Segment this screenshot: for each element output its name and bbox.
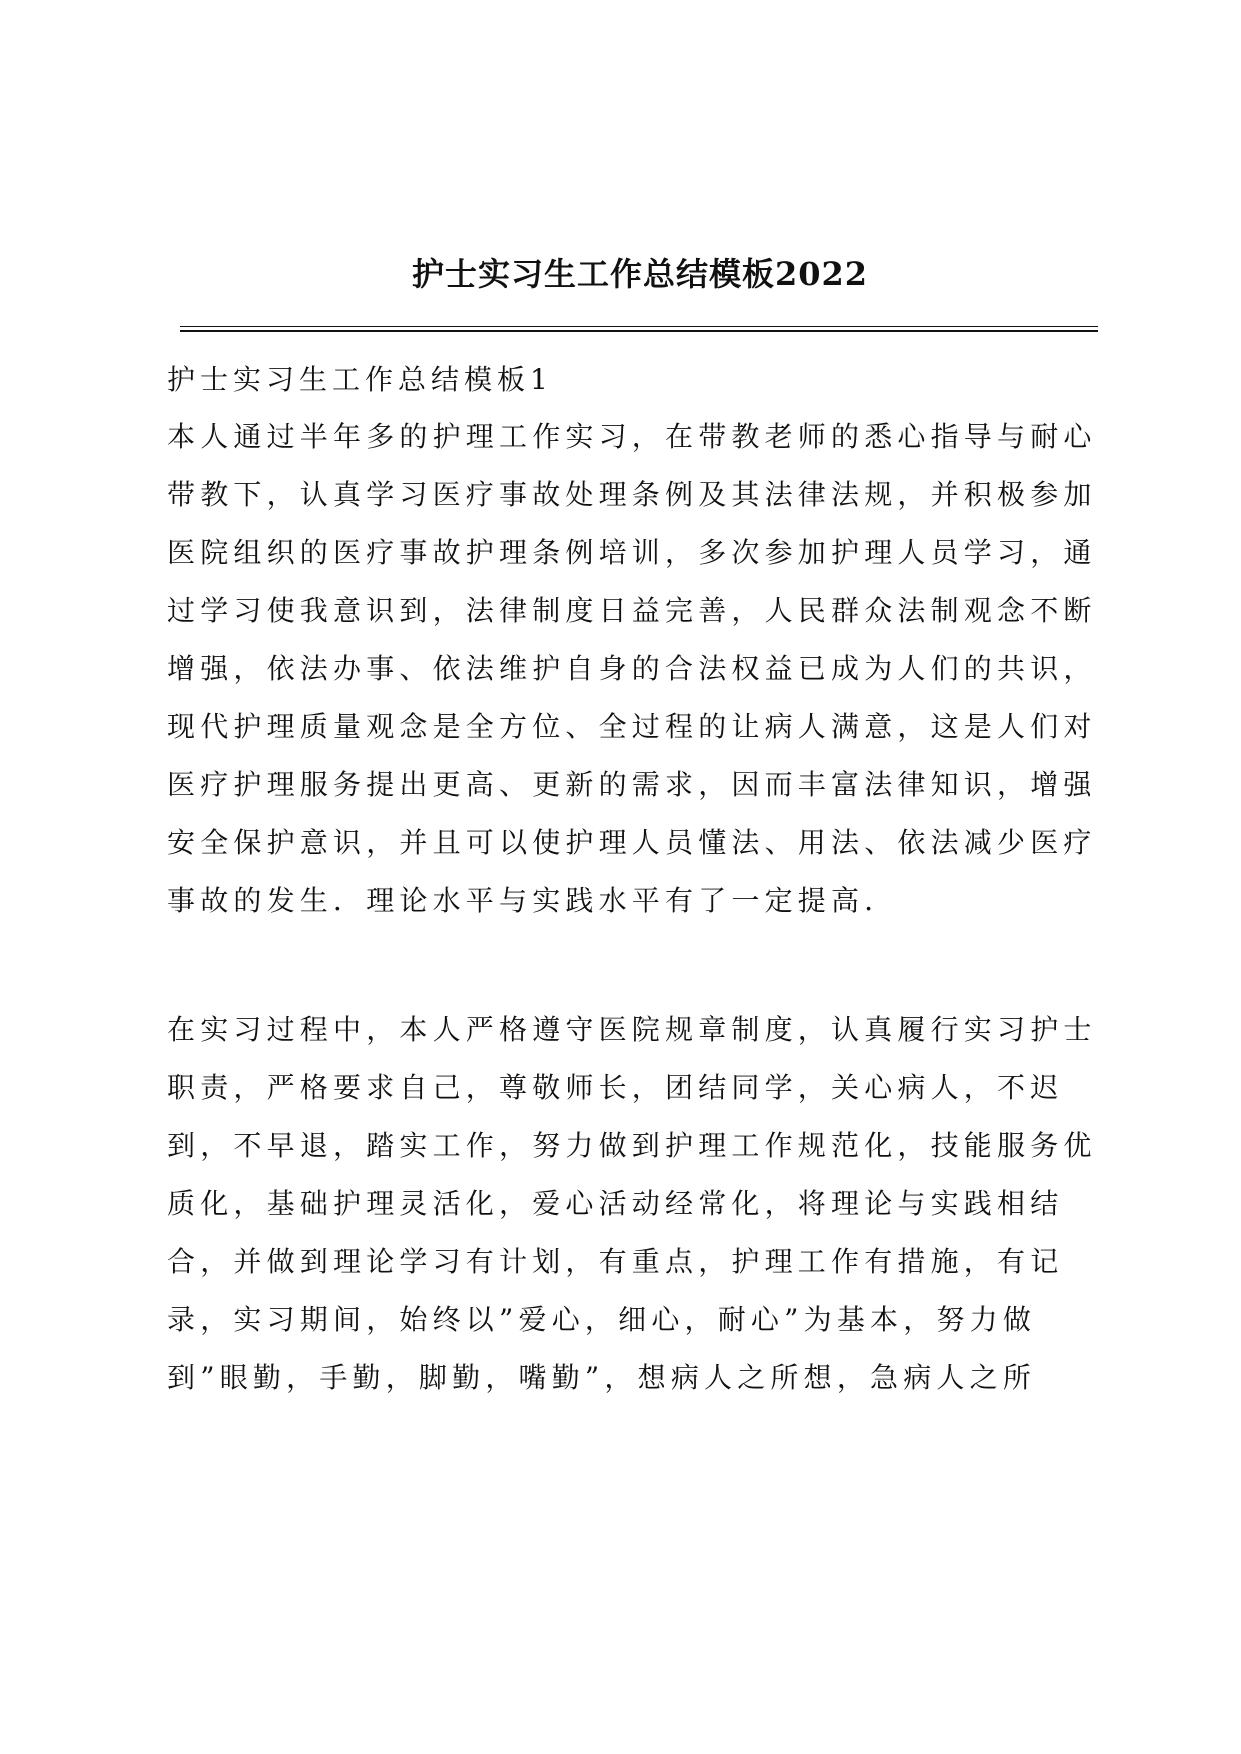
section-heading: 护士实习生工作总结模板1 [167,363,553,396]
paragraph-line: 事故的发生．理论水平与实践水平有了一定提高． [167,884,898,917]
paragraph-line: 合，并做到理论学习有计划，有重点，护理工作有措施，有记 [167,1245,1064,1278]
paragraph-line: 到，不早退，踏实工作，努力做到护理工作规范化，技能服务优 [167,1129,1097,1162]
paragraph-line: 医院组织的医疗事故护理条例培训，多次参加护理人员学习，通 [167,536,1097,569]
paragraph-line: 带教下，认真学习医疗事故处理条例及其法律法规，并积极参加 [167,478,1097,511]
title-double-rule [180,326,1098,332]
paragraph-line: 质化，基础护理灵活化，爱心活动经常化，将理论与实践相结 [167,1187,1064,1220]
paragraph-line: 职责，严格要求自己，尊敬师长，团结同学，关心病人，不迟 [167,1071,1064,1104]
paragraph-line: 医疗护理服务提出更高、更新的需求，因而丰富法律知识，增强 [167,768,1097,801]
paragraph-line: 到”眼勤，手勤，脚勤，嘴勤”，想病人之所想，急病人之所 [167,1361,1037,1394]
paragraph-line: 在实习过程中，本人严格遵守医院规章制度，认真履行实习护士 [167,1013,1097,1046]
paragraph-line: 过学习使我意识到，法律制度日益完善，人民群众法制观念不断 [167,594,1097,627]
paragraph-line: 录，实习期间，始终以”爱心，细心，耐心”为基本，努力做 [167,1303,1037,1336]
paragraph-line: 增强，依法办事、依法维护自身的合法权益已成为人们的共识， [167,652,1097,685]
paragraph-line: 现代护理质量观念是全方位、全过程的让病人满意，这是人们对 [167,710,1097,743]
paragraph-line: 安全保护意识，并且可以使护理人员懂法、用法、依法减少医疗 [167,826,1097,859]
paragraph-line: 本人通过半年多的护理工作实习，在带教老师的悉心指导与耐心 [167,420,1097,453]
document-title: 护士实习生工作总结模板2022 [411,255,869,293]
